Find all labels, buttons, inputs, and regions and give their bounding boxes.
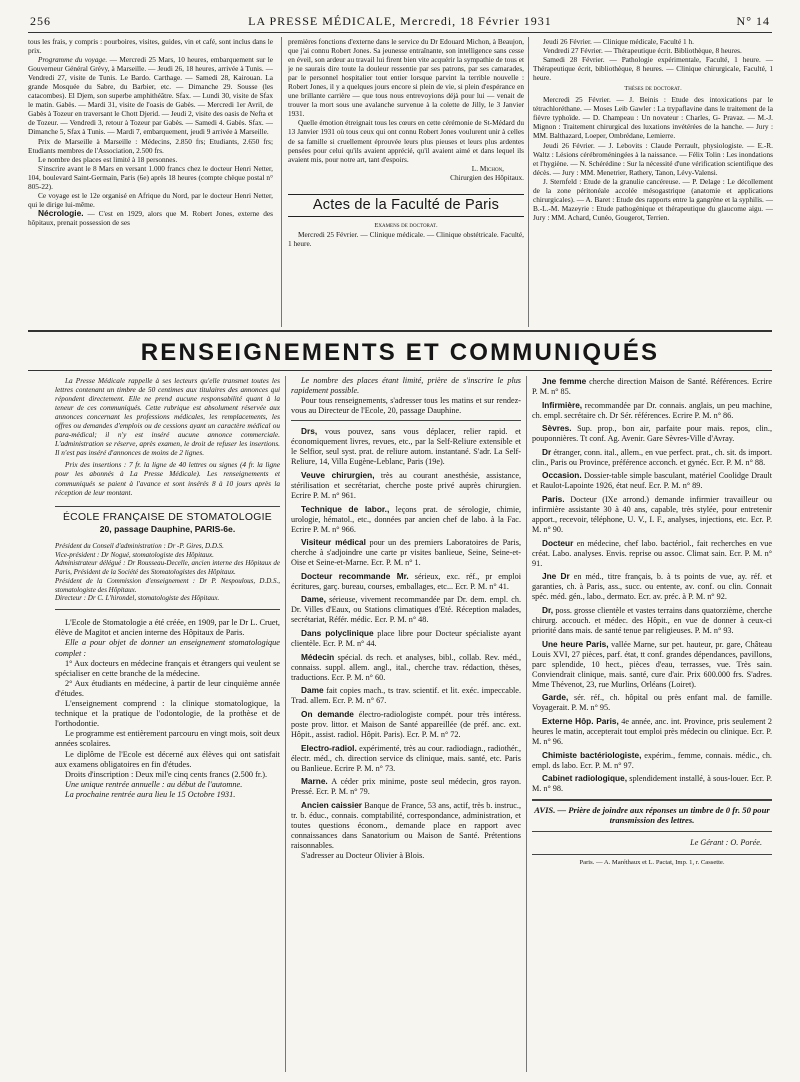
classified-ad: Visiteur médical pour un des premiers Laboratoires de Paris, cherche à s'adjoindre une carte pr visites banlieue, Seine, Seine-et-Oise et Seine-et-Marne. Ecr. P. M. n° 1. (291, 537, 521, 568)
classified-ad: Cabinet radiologique, splendidement installé, à sous-louer. Ecr. P. M. n° 98. (532, 773, 772, 794)
necrology-heading: Nécrologie. (38, 207, 84, 218)
staff-line: Vice-président : Dr Nogué, stomatologiste des Hôpitaux. (55, 550, 214, 559)
classified-ad: Ancien caissier Banque de France, 53 ans, actif, très b. instruc., tr. b. éduc., connais. comptabilité, correspondance, administration, et toutes questions économ., demande place en rapport avec connaissances dans Sanatorium ou Maison de Santé. Prétentions raisonnables. (291, 799, 521, 850)
signature-title: Chirurgien des Hôpitaux. (450, 172, 524, 182)
classified-ad: Dr étranger, conn. ital., allem., en vue perfect. prat., ch. sit. ds import. clin., Paris ou Province, préférence acconch. et gynéc. Ecr. P. M. n° 88. (532, 446, 772, 467)
classified-ad: Jne Dr en méd., titre français, b. à ts points de vue, ay. réf. et garanties, ch. à Paris, ass., succ. ou entente, av. conf. ou clin. Connait spéc. méd. gén., labo., dermato. Ecr. av. préc. à P. M. n° 92. (532, 571, 772, 602)
classified-ad: Drs, vous pouvez, sans vous déplacer, relier rapid. et économiquement livres, revues, etc., par la Self-Reliure extensible et le Selfior, seul syst. prat. de reliure autom. instantané. S'adr. La Self-Reliure, 14, Villa Eugène-Leblanc, Paris (19e). (291, 426, 521, 467)
printer-line: Paris. — A. Maréthaux et L. Pactat, Imp. 1, r. Cassette. (579, 859, 725, 867)
thesis-entry: J. Sternfeld : Etude de la granulie cancéreuse. — P. Delage : Le décollement de la zone péritonéale accolée mésogastrique (anatomie et applications chirurgicales). — A. Baret : Etude des rapports entre la gangrène et la syphilis. — B.-L.-M. Mazeyrie : Etude pathogénique et thérapeutique du glaucome aigu. — Jury : MM. Achard, Cunéo, Gougerot, Terrien. (533, 176, 773, 222)
contact-note: Pour tous renseignements, s'adresser tous les matins et sur rendez-vous au Directeur de l'Ecole, 20, passage Dauphine. (291, 396, 521, 416)
avis-notice: AVIS. — Prière de joindre aux réponses un timbre de 0 fr. 50 pour transmission des lettres. (534, 804, 770, 826)
exam-entry: Samedi 28 Février. — Pathologie expérimentale, Faculté, 1 heure. — Thérapeutique écrit, bibliothèque, 8 heures. — Clinique chirurgicale, Faculté, 1 heure. (533, 55, 773, 83)
exam-text: Mercredi 25 Février. — Clinique médicale. — Clinique obstétricale. Faculté, 1 heure. (288, 229, 524, 248)
journal-title: LA PRESSE MÉDICALE, Mercredi, 18 Février 1931 (248, 14, 552, 28)
school-body (55, 618, 280, 800)
divider (291, 420, 521, 421)
school-paragraph: L'enseignement comprend : la clinique stomatologique, la technique et la pratique de l'odontologie, de la prothèse et de l'orthodontie. (55, 699, 280, 729)
classified-ad: Electro-radiol. expérimenté, très au cour. radiodiagn., radiothér., électr. méd., ch. direction service ds clinique, mais. santé, etc. Paris ou Banlieue. Ecrire P. M. n° 73. (291, 742, 521, 773)
section-rule (28, 370, 772, 371)
trip-price-note: tous les frais, y compris : pourboires, visites, guides, vin et café, sont inclus dans le prix. (28, 37, 273, 56)
classified-ad: Dr, poss. grosse clientèle et vastes terrains dans quatorzième, cherche chirurg. accouch. et médec. des Hôpit., en vue de donner à ceux-ci priorité dans mais. de santé tenue par religieuses. P. M. n° 93. (532, 604, 772, 636)
trip-organizer: Ce voyage est le 12e organisé en Afrique du Nord, par le docteur Henri Netter, qui le dirige lui-même. (28, 190, 273, 209)
issue-number: N° 14 (736, 14, 770, 28)
classified-ad: Dame fait copies mach., ts trav. scientif. et lit. exéc. impeccable. Trad. allem. Ecr. P. M. n° 67. (291, 685, 521, 706)
classified-ad-contact: S'adresser au Docteur Olivier à Blois. (301, 850, 425, 860)
classified-ad: Dame, sérieuse, vivement recommandée par Dr. dem. empl. ch. Dr. Villes d'Eaux, ou Stations climatiques d'Eté. Réception malades, secrétariat, Référ. médic. Ecr. P. M. n° 48. (291, 594, 521, 625)
bottom-column-2 (291, 376, 521, 1072)
school-staff (55, 542, 280, 604)
classified-ad: Chimiste bactériologiste, expérim., femme, connais. médic., ch. empl. ds labo. Ecr. P. M. n° 97. (532, 749, 772, 770)
divider (55, 506, 280, 507)
column-divider (526, 376, 527, 1072)
classified-ad: Marne. A céder prix minime, poste seul médecin, gros rayon. Pressé. Ecr. P. M. n° 79. (291, 776, 521, 797)
school-paragraph: Une unique rentrée annuelle : au début de l'automne. (65, 779, 243, 789)
school-paragraph: L'Ecole de Stomatologie a été créée, en 1909, par le Dr L. Cruet, élève de Magitot et ancien interne des Hôpitaux de Paris. (55, 618, 280, 638)
exam-entry: Jeudi 26 Février. — Clinique médicale, Faculté 1 h. (543, 37, 694, 46)
school-paragraph: Le diplôme de l'Ecole est décerné aux élèves qui ont satisfait aux examens obligatoires en fin d'études. (55, 749, 280, 769)
insertion-prices: Prix des insertions : 7 fr. la ligne de 40 lettres ou signes (4 fr. la ligne pour les abonnés à La Presse Médicale). Les renseignements et communiqués se paient à l'avance et sont insérés 8 à 10 jours après la réception de leur montant. (55, 460, 280, 497)
staff-line: Administrateur délégué : Dr Rousseau-Decelle, ancien interne des Hôpitaux de Paris, Président de la Société des Stomatologistes des Hôpitaux. (55, 559, 280, 577)
necrology: Nécrologie. — C'est en 1929, alors que M. Robert Jones, externe des hôpitaux, prenait possession de ses (28, 207, 273, 227)
top-column-3 (533, 37, 773, 327)
divider (532, 831, 772, 832)
school-title: ÉCOLE FRANÇAISE DE STOMATOLOGIE (62, 511, 273, 523)
theses-heading: Thèses de doctorat. (624, 85, 682, 93)
divider (55, 609, 280, 610)
staff-line: Président de la Commission d'enseignement : Dr P. Nespoulous, D.D.S., stomatologiste des Hôpitaux. (55, 576, 280, 594)
column-divider (528, 37, 529, 327)
school-paragraph: Elle a pour objet de donner un enseignement stomatologique complet : (55, 638, 280, 658)
page-number: 256 (30, 14, 51, 28)
exam-entry: Vendredi 27 Février. — Thérapeutique écrit. Bibliothèque, 8 heures. (543, 46, 742, 56)
actes-section (288, 194, 524, 217)
classified-ad: On demande électro-radiologiste compét. pour très intéress. poste prov. littor. et Maison de Santé appareillée (de préf. anc. ext. Hôpit., assist. radiol. Hôpit. Paris). Ecr. P. M. n° 72. (291, 708, 521, 739)
school-paragraph: La prochaine rentrée aura lieu le 15 Octobre 1931. (65, 789, 236, 799)
classified-ad: Jne femme cherche direction Maison de Santé. Références. Ecrire P. M. n° 85. (532, 376, 772, 397)
thesis-entry: Mercredi 25 Février. — J. Beinis : Etude des intoxications par le tétrachloréthane. — Moses Leib Gawler : La trypaflavine dans le traitement de la fièvre typhoïde. — D. Champeau : Un novateur : Charles, G- Pravaz. — M.-J. Mignon : Traitement chirurgical des luxations invétérées de la hanche. — Jury : MM. Balthazard, Loeper, Ombrédane, Lemierre. (533, 95, 773, 141)
gerant-line: Le Gérant : O. Porée. (690, 837, 762, 847)
classified-ad: Veuve chirurgien, très au courant anesthésie, assistance, stérilisation et secrétariat, cherche poste privé auprès chirurgien. Ecrire P. M. n° 961. (291, 469, 521, 500)
school-address: 20, passage Dauphine, PARIS-6e. (99, 523, 236, 534)
signature-name: L. Michon, (471, 163, 504, 173)
classified-ad: Garde, sér. réf., ch. hôpital ou près enfant mal. de famille. Voyagerait. P. M. n° 95. (532, 692, 772, 713)
top-column-2 (288, 37, 524, 327)
classified-ad: Paris. Docteur (IXe arrond.) demande infirmier travailleur ou infirmière assistante 30 à 40 ans, capable, très stylée, pour entretenir apport., recevoir, téléphone, U. V., I. F., analyses, injections, etc. Ecr. P. M. n° 90. (532, 493, 772, 535)
top-column-1 (28, 37, 273, 327)
classified-ad: Technique de labor., leçons prat. de sérologie, chimie, urologie, hématol., etc., données par ancien chef de labo. à la Fac. Ecrire P. M. n° 966. (291, 503, 521, 534)
classified-ad: Docteur recommande Mr. sérieux, exc. réf., pr emploi écritures, garç. bureau, courses, emballages, etc... Ecr. P. M. n° 41. (291, 570, 521, 591)
page-header (30, 14, 770, 30)
classified-ad: Docteur en médecine, chef labo. bactériol., fait recherches en vue créat. Labo. analyses. Envis. reprise ou assoc. Climat sain. Ecr. P. M. n° 91. (532, 537, 772, 568)
divider (532, 799, 772, 801)
trip-prices: Prix de Marseille à Marseille : Médecins, 2.850 frs; Etudiants, 2.650 frs; Etudiants membres de l'Association, 2.500 frs. (28, 136, 273, 155)
school-paragraph: Le programme est entièrement parcouru en vingt mois, soit deux années scolaires. (55, 729, 280, 749)
exam-heading: Examens de doctorat. (374, 221, 438, 229)
classified-ad: Médecin spécial. ds rech. et analyses, bibl., collab. Rev. méd., connaiss. suppl. allem. angl., ital., cherche trav. rédaction, thèses, traductions. Ecr. P. M. n° 60. (291, 651, 521, 682)
actes-title: Actes de la Faculté de Paris (312, 196, 500, 213)
bottom-column-3 (532, 376, 772, 1072)
classified-ad: Occasion. Dossier-table simple basculant, matériel Coolidge Drault et Raulot-Lapointe 1926, état neuf. Ecr. P. M. n° 89. (532, 470, 772, 491)
registration-note: Le nombre des places étant limité, prière de s'inscrire le plus rapidement possible. (291, 376, 521, 396)
classified-ad: Sèvres. Sup. prop., bon air, parfaite pour mais. repos, clin., pouponnières. Tt conf. Ag. Avenir. Gare Sèvres-Ville d'Avray. (532, 423, 772, 444)
school-paragraph: 2° Aux étudiants en médecine, à partir de leur cinquième année d'études. (55, 678, 280, 698)
trip-places: Le nombre des places est limité à 18 personnes. (38, 154, 178, 164)
obituary-text-2: Quelle émotion étreignait tous les cœurs en cette cérémonie de St-Médard du 13 Janvier 1931 où tous ceux qui ont connu Robert Jones voulurent unir à celles de sa famille si cruellement éprouvée leurs plus pieuses et leurs plus ardentes pensées pour celui qu'ils avaient apprécié, qu'il avaient aimé et dans lequel ils avaient mis, pour notre art, tant d'espoirs. (288, 118, 524, 164)
obituary-text: premières fonctions d'externe dans le service du Dr Edouard Michon, à Beaujon, que j'ai connu Robert Jones. Sa jeunesse entraînante, son intelligence sans cesse en éveil, son ardeur au travail lui firent bien vite acquérir la sympathie de tous et je ne saurais dire toute la douleur ressentie par ses patrons, par ses camarades, par le personnel hospitalier tout entier lorsque parvint la terrible nouvelle : Robert Jones, il y a quelques jours encore si plein de vie, si plein d'espérance en une brillante carrière — que tous nous entrevoyions déjà pour lui — venait de trouver la mort sous une avalanche survenue à la colette de Jilly, le 3 Janvier 1931. (288, 37, 524, 119)
staff-line: Président du Conseil d'administration : Dr -P. Gires, D.D.S. (55, 541, 224, 550)
section-rule (28, 330, 772, 332)
rubric-intro: La Presse Médicale rappelle à ses lecteurs qu'elle transmet toutes les lettres contenant un timbre de 50 centimes aux titulaires des annonces qui répondent directement. Elle ne prend aucune responsabilité quant à la teneur de ces communiqués. Cette rubrique est absolument réservée aux annonces concernant les professions médicales, les remplacements, les offres ou demandes d'emplois ou de cessions ayant un caractère médical ou para-médical; il n'y est inséré aucune annonce commerciale. L'administration se réserve, après examen, le droit de refuser les insertions. Il n'est pas inséré d'annonces de moins de 2 lignes. (55, 376, 280, 458)
divider (532, 854, 772, 856)
school-paragraph: 1° Aux docteurs en médecine français et étrangers qui veulent se spécialiser en cette branche de la médecine. (55, 658, 280, 678)
column-divider (285, 376, 286, 1072)
thesis-entry: Jeudi 26 Février. — J. Lebovits : Claude Perrault, physiologiste. — E.-R. Waltz : Lésions cérébroméningées à la naissance. — Félix Tolin : Les inondations et l'hygiène. — N. Schérédine : Sur la nécessité d'une vérification scientifique des décès. — Jury : MM. Menetrier, Rathery, Tanon, Lévy-Valensi. (533, 140, 773, 177)
header-rule (28, 32, 772, 33)
classified-ad: Une heure Paris, vallée Marne, sur pet. hauteur, pr. gare, Château Louis XVI, 27 pièces, parf. état, tt conf. grandes dépendances, pavillons, parc splendide, 10 hect., pièces d'eau, terrasses, vue. Très sain. Conviendrait clinique, mais. santé, cure d'air. Prix 600.000 frs. S'adres. Mme Thévenot, 23, rue Murlins, Orléans (Loiret). (532, 638, 772, 689)
trip-programme: Programme du voyage. — Mercredi 25 Mars, 10 heures, embarquement sur le Gouverneur Général Grévy, à Marseille. — Jeudi 26, 18 heures, arrivée à Tunis. — Vendredi 27, visite de Tunis. Le Bardo. Carthage. — Samedi 28, Kairouan. La grande Mosquée du Sabre, du Barbier, etc. — Dimanche 29. Sousse (les catacombes). El Djem, son superbe amphithéâtre. Sfax. — Lundi 30, visite de Sfax le matin. Gabès. — Mardi 31, visite de l'oasis de Gabès. — Mercredi 1er Avril, de Gabès à Tozeur en traversant le Chott Djerid. — Jeudi 2, visite des oasis de Nefta et de Tozeur. — Vendredi 3, retour à Tozeur par Gabès. — Samedi 4. Gabès. Sfax. — Dimanche 5, Sfax à Tunis. — Mardi 7, embarquement, jeudi 9 arrivée à Marseille. (28, 55, 273, 137)
classified-ad: Externe Hôp. Paris, 4e année, anc. int. Province, pris seulement 2 heures le matin, accepterait tout emploi près médecin ou clinique. Ecr. P. M. n° 96. (532, 715, 772, 746)
trip-registration: S'inscrire avant le 8 Mars en versant 1.000 francs chez le docteur Henri Netter, 104, boulevard Saint-Germain, Paris (6e) après 18 heures (compte chèque postal n° 805-22). (28, 163, 273, 191)
school-paragraph: Droits d'inscription : Deux mil'e cinq cents francs (2.500 fr.). (65, 769, 268, 779)
section-title: RENSEIGNEMENTS ET COMMUNIQUÉS (140, 339, 660, 366)
bottom-column-1 (55, 376, 280, 1072)
classified-ad: Dans polyclinique place libre pour Docteur spécialiste ayant clientèle. Ecr. P. M. n° 44. (291, 628, 521, 649)
column-divider (281, 37, 282, 327)
staff-line: Directeur : Dr C. L'hirondel, stomatologiste des Hôpitaux. (55, 594, 220, 603)
classified-ad: Infirmière, recommandée par Dr. connais. anglais, un peu machine, ch. empl. secrétaire ch. Dr Sér. références. Ecrire P. M. n° 86. (532, 399, 772, 420)
